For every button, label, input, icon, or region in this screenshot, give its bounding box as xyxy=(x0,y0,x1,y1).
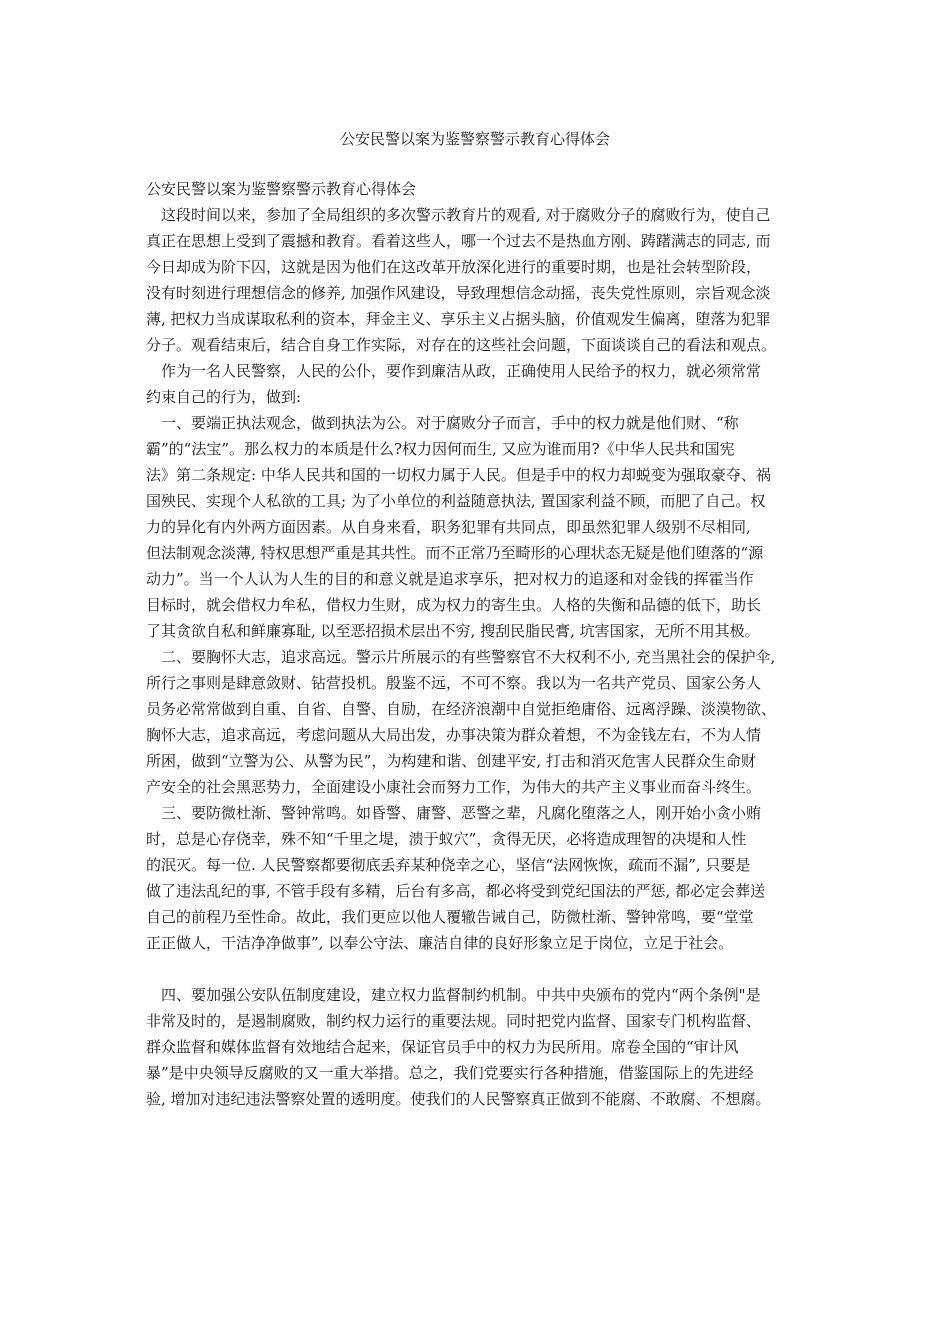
body-text-line: 了其贪欲自私和鲜廉寡耻, 以至恶招损术层出不穷, 搜刮民脂民膏, 坑害国家，无所不用其极。 xyxy=(146,622,760,640)
body-text-line: 真正在思想上受到了震撼和教育。看着这些人，哪一个过去不是热血方刚、踌躇满志的同志, 而 xyxy=(146,232,771,250)
body-heading: 公安民警以案为鉴警察警示教育心得体会 xyxy=(146,180,417,198)
body-text-line: 目标时，就会借权力牟私，借权力生财，成为权力的寄生虫。人格的失衡和品德的低下，助长 xyxy=(146,596,762,614)
body-text-line: 分子。观看结束后，结合自身工作实际，对存在的这些社会问题，下面谈谈自己的看法和观点。 xyxy=(146,336,777,354)
body-text-line: 所行之事则是肆意敛财、钻营投机。殷鉴不远，不可不察。我以为一名共产党员、国家公务人 xyxy=(146,674,762,692)
body-text-line: 时，总是心存侥幸，殊不知“千里之堤，溃于蚁穴”，贪得无厌，必将造成理智的决堤和人性 xyxy=(146,830,747,848)
body-text-line xyxy=(146,956,811,982)
body-text-line: 薄, 把权力当成谋取私利的资本，拜金主义、享乐主义占据头脑，价值观发生偏离，堕落为犯罪 xyxy=(146,310,771,328)
body-text-line: 正正做人，干洁净净做事”, 以奉公守法、廉洁自律的良好形象立足于岗位，立足于社会。 xyxy=(146,934,734,952)
body-text-line: 的泯灭。每一位. 人民警察都要彻底丢弃某种侥幸之心，坚信“法网恢恢，疏而不漏”, 只要是 xyxy=(146,856,751,874)
body-text-line: 所困，做到“立警为公、从警为民”，为构建和谐、创建平安, 打击和消灭危害人民群众生命财 xyxy=(146,752,756,770)
body-text-line: 群众监督和媒体监督有效地结合起来，保证官员手中的权力为民所用。席卷全国的“审计风 xyxy=(146,1038,739,1056)
body-text-line: 但法制观念淡薄, 特权思想严重是其共性。而不正常乃至畸形的心理状态无疑是他们堕落的“源 xyxy=(146,544,764,562)
body-text-line: 二、要胸怀大志，追求高远。警示片所展示的有些警察官不大权利不小, 充当黑社会的保护伞, xyxy=(146,648,776,666)
body-text-line: 验, 增加对违纪违法警察处置的透明度。使我们的人民警察真正做到不能腐、不敢腐、不想腐。 xyxy=(146,1090,771,1108)
document-body xyxy=(146,176,811,1112)
body-text-line: 非常及时的，是遏制腐败，制约权力运行的重要法规。同时把党内监督、国家专门机构监督、 xyxy=(146,1012,762,1030)
body-text-line: 一、要端正执法观念，做到执法为公。对于腐败分子而言，手中的权力就是他们财、“称 xyxy=(146,414,739,432)
body-text-line: 霸”的“法宝”。那么权力的本质是什么?权力因何而生, 又应为谁而用?《中华人民共和国宪 xyxy=(146,440,735,458)
body-text-line: 今日却成为阶下囚，这就是因为他们在这改革开放深化进行的重要时期，也是社会转型阶段， xyxy=(146,258,762,276)
body-text-line: 没有时刻进行理想信念的修养, 加强作风建设，导致理想信念动摇，丧失党性原则，宗旨观念淡 xyxy=(146,284,771,302)
body-text-line: 四、要加强公安队伍制度建设，建立权力监督制约机制。中共中央颁布的党内“两个条例"是 xyxy=(146,986,761,1004)
body-text-line: 作为一名人民警察，人民的公仆，要作到廉洁从政，正确使用人民给予的权力，就必须常常 xyxy=(146,362,762,380)
body-text-line: 做了违法乱纪的事, 不管手段有多精，后台有多高，都必将受到党纪国法的严惩, 都必定会葬送 xyxy=(146,882,766,900)
body-text-line: 约束自己的行为，做到: xyxy=(146,388,302,406)
body-text-line: 法》第二条规定: 中华人民共和国的一切权力属于人民。但是手中的权力却蜕变为强取豪夺、祸 xyxy=(146,466,771,484)
body-text-line: 三、要防微杜渐、警钟常鸣。如昏警、庸警、恶警之辈，凡腐化堕落之人，刚开始小贪小贿 xyxy=(146,804,762,822)
body-text-line: 国殃民、实现个人私欲的工具; 为了小单位的利益随意执法, 置国家利益不顾，而肥了自己。权 xyxy=(146,492,766,510)
body-text-line: 力的异化有内外两方面因素。从自身来看，职务犯罪有共同点，即虽然犯罪人级别不尽相同, xyxy=(146,518,751,536)
body-text-line: 动力”。当一个人认为人生的目的和意义就是追求享乐，把对权力的追逐和对金钱的挥霍当作 xyxy=(146,570,754,588)
body-text-line: 产安全的社会黑恶势力，全面建设小康社会而努力工作，为伟大的共产主义事业而奋斗终生。 xyxy=(146,778,762,796)
body-text-line: 这段时间以来，参加了全局组织的多次警示教育片的观看, 对于腐败分子的腐败行为，使自己 xyxy=(146,206,771,224)
body-text-line: 自己的前程乃至性命。故此，我们更应以他人覆辙告诫自己，防微杜渐、警钟常鸣，要“堂堂 xyxy=(146,908,754,926)
body-text-line: 胸怀大志，追求高远，考虑问题从大局出发，办事决策为群众着想，不为金钱左右，不为人情 xyxy=(146,726,762,744)
document-title: 公安民警以案为鉴警察警示教育心得体会 xyxy=(339,130,610,148)
body-text-line: 暴”是中央领导反腐败的又一重大举措。总之，我们党要实行各种措施，借鉴国际上的先进经 xyxy=(146,1064,754,1082)
body-text-line: 员务必常常做到自重、自省、自警、自励，在经济浪潮中自觉拒绝庸俗、远离浮躁、淡漠物欲、 xyxy=(146,700,777,718)
